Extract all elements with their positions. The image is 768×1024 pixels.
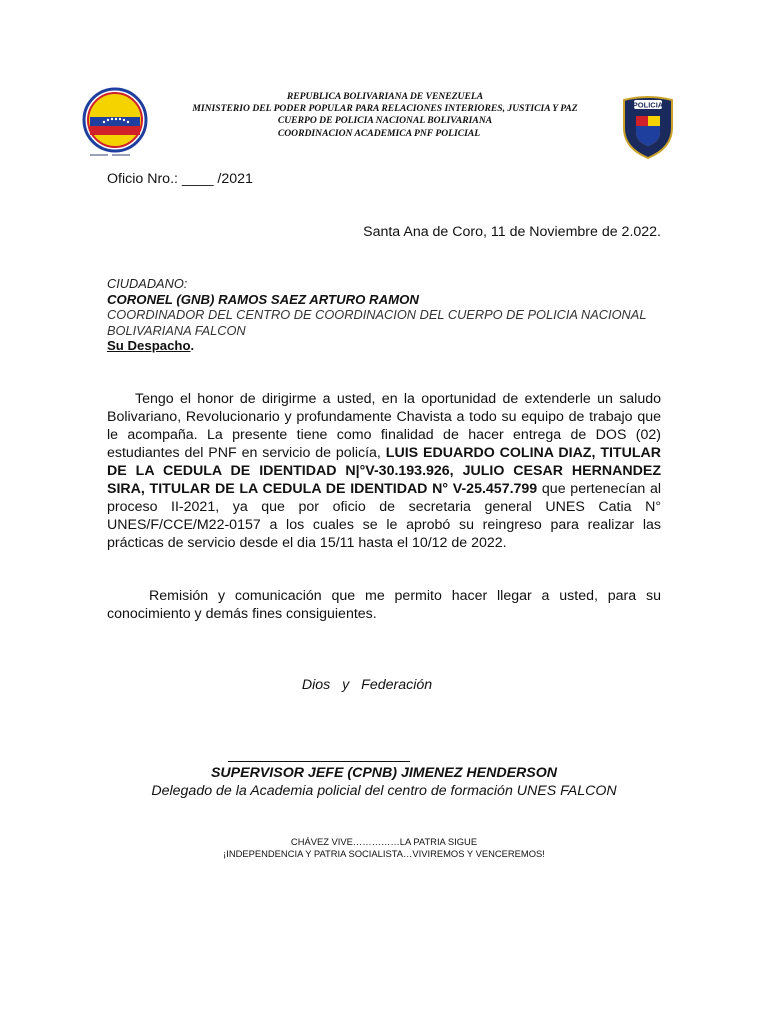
addressee-title: COORDINADOR DEL CENTRO DE COORDINACION DEL CUERPO DE POLICIA NACIONAL BOLIVARIANA FALCON	[107, 307, 647, 338]
addressee-block	[107, 276, 667, 354]
header-line-ministerio: MINISTERIO DEL PODER POPULAR PARA RELACIONES INTERIORES, JUSTICIA Y PAZ	[192, 103, 578, 115]
body-paragraph-1	[107, 390, 661, 552]
su-despacho: Su Despacho	[107, 338, 191, 353]
addressee-salutation: CIUDADANO:	[107, 276, 188, 291]
closing-motto: Dios y Federación	[301, 677, 433, 693]
slogan-block	[100, 836, 668, 860]
oficio-number: Oficio Nro.: ____ /2021	[107, 171, 253, 187]
para1-students: LUIS EDUARDO COLINA DIAZ, TITULAR DE LA CEDULA DE IDENTIDAD N|°V-30.193.926, JULIO CESAR HERNANDEZ SIRA, TITULAR DE LA CEDULA DE IDENTIDAD N° V-25.457.799	[107, 445, 661, 497]
shield-label: POLICIA	[632, 100, 664, 110]
letterhead	[150, 91, 620, 140]
signature-line	[228, 761, 410, 762]
slogan-line-2: ¡INDEPENDENCIA Y PATRIA SOCIALISTA…VIVIREMOS Y VENCEREMOS!	[223, 848, 545, 859]
header-line-coordinacion: COORDINACION ACADEMICA PNF POLICIAL	[277, 127, 481, 139]
header-line-cuerpo: CUERPO DE POLICIA NACIONAL BOLIVARIANA	[277, 115, 493, 127]
signer-role: Delegado de la Academia policial del centro de formación UNES FALCON	[151, 783, 617, 799]
addressee-despacho-line	[107, 338, 667, 354]
para1-text-c: que pertenecían al proceso II-2021, ya que por oficio de secretaria general UNES Catia N° UNES/F/CCE/M22-0157 a los cuales se le aprobó su reingreso para realizar las prácticas de servicio desde el dia 15/11 hasta el 10/12 de 2022.	[107, 481, 661, 551]
ministry-emblem-icon	[82, 86, 150, 160]
body-paragraph-2	[107, 587, 661, 623]
para2-text: Remisión y comunicación que me permito hacer llegar a usted, para su conocimiento y demás fines consiguientes.	[107, 588, 661, 622]
signer-name: SUPERVISOR JEFE (CPNB) JIMENEZ HENDERSON	[210, 765, 558, 781]
su-despacho-period: .	[190, 338, 195, 353]
header-line-republica: REPUBLICA BOLIVARIANA DE VENEZUELA	[286, 91, 484, 102]
slogan-line-1: CHÁVEZ VIVE……………LA PATRIA SIGUE	[290, 836, 478, 847]
police-shield-icon	[620, 94, 676, 160]
addressee-name: CORONEL (GNB) RAMOS SAEZ ARTURO RAMON	[107, 291, 419, 307]
document-date: Santa Ana de Coro, 11 de Noviembre de 2.022.	[363, 224, 661, 240]
para1-text-a: Tengo el honor de dirigirme a usted, en la oportunidad de extenderle un saludo Bolivariano, Revolucionario y profundamente Chavista a todo su equipo de trabajo que le acompaña. La presente tiene como finalidad de hacer entrega de DOS (02) estudiantes del PNF en servicio de policía,	[107, 391, 661, 461]
